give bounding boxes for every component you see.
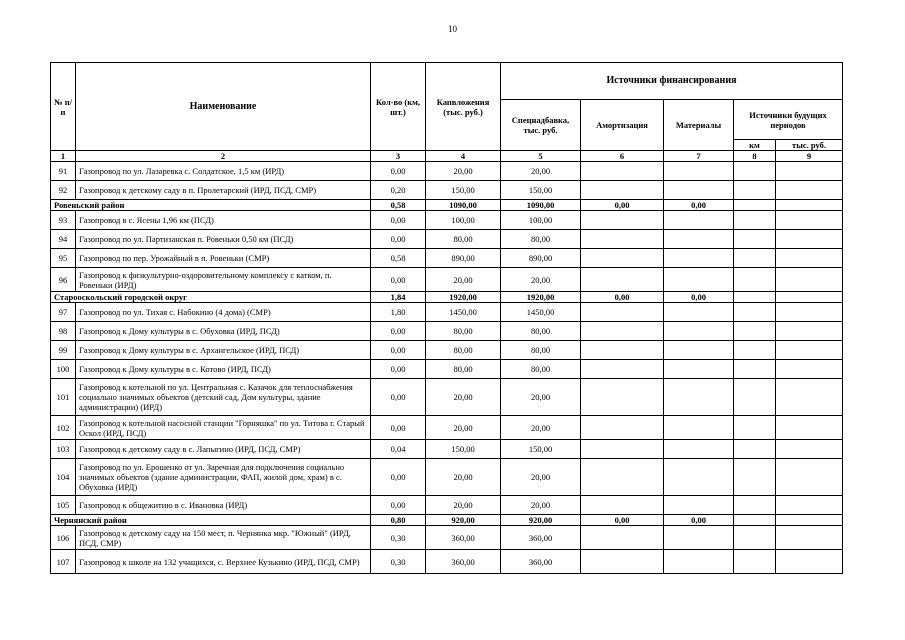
- materials-cell: [664, 230, 734, 249]
- materials-cell: [664, 459, 734, 496]
- capital-cell: 360,00: [426, 550, 501, 574]
- row-number: 95: [51, 249, 76, 268]
- special-cell: 1450,00: [501, 303, 581, 322]
- amort-cell: [581, 268, 664, 292]
- future-km-cell: [734, 268, 776, 292]
- row-name: Газопровод к школе на 132 учащихся, с. Верхнее Кузькино (ИРД, ПСД, СМР): [76, 550, 371, 574]
- special-cell: 1090,00: [501, 200, 581, 211]
- materials-cell: [664, 249, 734, 268]
- qty-cell: 0,00: [371, 162, 426, 181]
- row-name: Газопровод к детскому саду на 150 мест, п. Чернянка мкр. "Южный" (ИРД, ПСД, СМР): [76, 526, 371, 550]
- special-cell: 20,00: [501, 268, 581, 292]
- future-km-cell: [734, 459, 776, 496]
- special-cell: 890,00: [501, 249, 581, 268]
- row-number: 96: [51, 268, 76, 292]
- qty-cell: 0,00: [371, 322, 426, 341]
- capital-cell: 100,00: [426, 211, 501, 230]
- capital-cell: 1090,00: [426, 200, 501, 211]
- future-thous-cell: [776, 230, 843, 249]
- capital-cell: 1450,00: [426, 303, 501, 322]
- row-number: 91: [51, 162, 76, 181]
- qty-cell: 0,20: [371, 181, 426, 200]
- capital-cell: 1920,00: [426, 292, 501, 303]
- row-name: Газопровод по ул. Лазаревка с. Солдатское, 1,5 км (ИРД): [76, 162, 371, 181]
- table-row: [51, 181, 843, 200]
- section-row: [51, 200, 843, 211]
- table-row: [51, 303, 843, 322]
- row-number: 100: [51, 360, 76, 379]
- table-row: [51, 230, 843, 249]
- row-name: Газопровод к физкультурно-оздоровительному комплексу с катком, п. Ровеньки (ИРД): [76, 268, 371, 292]
- col-index: 7: [664, 151, 734, 162]
- future-thous-cell: [776, 303, 843, 322]
- header-num: № п/п: [51, 63, 76, 151]
- row-number: 105: [51, 496, 76, 515]
- amort-cell: [581, 459, 664, 496]
- future-thous-cell: [776, 211, 843, 230]
- amort-cell: [581, 341, 664, 360]
- materials-cell: [664, 360, 734, 379]
- page-number: 10: [448, 24, 457, 34]
- header-future: Источники будущих периодов: [734, 100, 843, 140]
- table-row: [51, 379, 843, 416]
- capital-cell: 80,00: [426, 360, 501, 379]
- materials-cell: [664, 550, 734, 574]
- special-cell: 20,00: [501, 496, 581, 515]
- table-row: [51, 550, 843, 574]
- future-thous-cell: [776, 268, 843, 292]
- materials-cell: [664, 440, 734, 459]
- amort-cell: [581, 496, 664, 515]
- table-row: [51, 211, 843, 230]
- capital-cell: 20,00: [426, 379, 501, 416]
- future-km-cell: [734, 550, 776, 574]
- table-row: [51, 162, 843, 181]
- row-number: 93: [51, 211, 76, 230]
- special-cell: 80,00: [501, 360, 581, 379]
- capital-cell: 80,00: [426, 230, 501, 249]
- header-capital: Капвложения (тыс. руб.): [426, 63, 501, 151]
- materials-cell: 0,00: [664, 515, 734, 526]
- future-km-cell: [734, 249, 776, 268]
- financing-table: [50, 62, 843, 574]
- future-thous-cell: [776, 181, 843, 200]
- row-number: 103: [51, 440, 76, 459]
- future-thous-cell: [776, 249, 843, 268]
- table-row: [51, 249, 843, 268]
- row-name: Газопровод к Дому культуры в с. Обуховка (ИРД, ПСД): [76, 322, 371, 341]
- amort-cell: 0,00: [581, 515, 664, 526]
- table-row: [51, 459, 843, 496]
- table-row: [51, 440, 843, 459]
- section-row: [51, 515, 843, 526]
- row-number: 97: [51, 303, 76, 322]
- qty-cell: 0,00: [371, 416, 426, 440]
- table-row: [51, 360, 843, 379]
- row-name: Газопровод к котельной по ул. Центральная с. Казачок для теплоснабжения социально значимых объектов (детский сад, Дом культуры, здание администрации) (ИРД): [76, 379, 371, 416]
- col-index: 4: [426, 151, 501, 162]
- amort-cell: [581, 162, 664, 181]
- materials-cell: [664, 303, 734, 322]
- amort-cell: 0,00: [581, 200, 664, 211]
- materials-cell: [664, 162, 734, 181]
- col-index: 3: [371, 151, 426, 162]
- qty-cell: 1,80: [371, 303, 426, 322]
- header-sources: Источники финансирования: [501, 63, 843, 100]
- row-name: Газопровод к котельной насосной станции "Горняшка" по ул. Титова г. Старый Оскол (ИРД, ПСД): [76, 416, 371, 440]
- table-row: [51, 526, 843, 550]
- qty-cell: 0,00: [371, 496, 426, 515]
- future-km-cell: [734, 292, 776, 303]
- col-index: 1: [51, 151, 76, 162]
- materials-cell: [664, 379, 734, 416]
- row-name: Газопровод к Дому культуры в с. Котово (ИРД, ПСД): [76, 360, 371, 379]
- table-row: [51, 416, 843, 440]
- table-row: [51, 268, 843, 292]
- future-thous-cell: [776, 459, 843, 496]
- header-amort: Амортизация: [581, 100, 664, 151]
- row-name: Газопровод по ул. Партизанская п. Ровеньки 0,50 км (ПСД): [76, 230, 371, 249]
- materials-cell: [664, 341, 734, 360]
- row-number: 92: [51, 181, 76, 200]
- qty-cell: 0,00: [371, 459, 426, 496]
- table-row: [51, 341, 843, 360]
- special-cell: 920,00: [501, 515, 581, 526]
- future-thous-cell: [776, 526, 843, 550]
- row-number: 104: [51, 459, 76, 496]
- row-name: Газопровод по пер. Урожайный в п. Ровеньки (СМР): [76, 249, 371, 268]
- special-cell: 20,00: [501, 379, 581, 416]
- special-cell: 1920,00: [501, 292, 581, 303]
- header-materials: Материалы: [664, 100, 734, 151]
- column-index-row: [51, 151, 843, 162]
- qty-cell: 0,00: [371, 230, 426, 249]
- future-km-cell: [734, 496, 776, 515]
- qty-cell: 0,00: [371, 360, 426, 379]
- special-cell: 360,00: [501, 526, 581, 550]
- capital-cell: 20,00: [426, 459, 501, 496]
- future-km-cell: [734, 526, 776, 550]
- future-thous-cell: [776, 322, 843, 341]
- future-thous-cell: [776, 292, 843, 303]
- future-thous-cell: [776, 200, 843, 211]
- materials-cell: [664, 322, 734, 341]
- future-km-cell: [734, 181, 776, 200]
- materials-cell: [664, 416, 734, 440]
- future-km-cell: [734, 230, 776, 249]
- amort-cell: [581, 303, 664, 322]
- future-km-cell: [734, 162, 776, 181]
- capital-cell: 20,00: [426, 268, 501, 292]
- col-index: 6: [581, 151, 664, 162]
- amort-cell: [581, 211, 664, 230]
- special-cell: 80,00: [501, 341, 581, 360]
- header-thous: тыс. руб.: [776, 140, 843, 151]
- capital-cell: 20,00: [426, 496, 501, 515]
- row-number: 107: [51, 550, 76, 574]
- row-name: Газопровод к детскому саду в п. Пролетарский (ИРД, ПСД, СМР): [76, 181, 371, 200]
- table-row: [51, 496, 843, 515]
- amort-cell: [581, 322, 664, 341]
- special-cell: 360,00: [501, 550, 581, 574]
- col-index: 8: [734, 151, 776, 162]
- col-index: 9: [776, 151, 843, 162]
- amort-cell: [581, 230, 664, 249]
- special-cell: 100,00: [501, 211, 581, 230]
- row-number: 102: [51, 416, 76, 440]
- qty-cell: 1,84: [371, 292, 426, 303]
- col-index: 2: [76, 151, 371, 162]
- amort-cell: [581, 181, 664, 200]
- materials-cell: [664, 181, 734, 200]
- capital-cell: 150,00: [426, 181, 501, 200]
- col-index: 5: [501, 151, 581, 162]
- future-thous-cell: [776, 162, 843, 181]
- materials-cell: [664, 211, 734, 230]
- qty-cell: 0,58: [371, 249, 426, 268]
- future-thous-cell: [776, 515, 843, 526]
- capital-cell: 890,00: [426, 249, 501, 268]
- materials-cell: [664, 268, 734, 292]
- qty-cell: 0,04: [371, 440, 426, 459]
- future-thous-cell: [776, 379, 843, 416]
- header-qty: Кол-во (км, шт.): [371, 63, 426, 151]
- table-row: [51, 322, 843, 341]
- materials-cell: [664, 496, 734, 515]
- qty-cell: 0,00: [371, 268, 426, 292]
- amort-cell: [581, 360, 664, 379]
- row-name: Газопровод к детскому саду в с. Лапыгино (ИРД, ПСД, СМР): [76, 440, 371, 459]
- section-name: Старооскольский городской округ: [51, 292, 371, 303]
- future-km-cell: [734, 322, 776, 341]
- section-name: Ровеньский район: [51, 200, 371, 211]
- amort-cell: [581, 526, 664, 550]
- amort-cell: [581, 440, 664, 459]
- future-thous-cell: [776, 440, 843, 459]
- qty-cell: 0,00: [371, 211, 426, 230]
- section-row: [51, 292, 843, 303]
- row-name: Газопровод в с. Ясены 1,96 км (ПСД): [76, 211, 371, 230]
- row-number: 94: [51, 230, 76, 249]
- amort-cell: [581, 416, 664, 440]
- section-name: Чернянский район: [51, 515, 371, 526]
- qty-cell: 0,80: [371, 515, 426, 526]
- qty-cell: 0,58: [371, 200, 426, 211]
- capital-cell: 20,00: [426, 416, 501, 440]
- amort-cell: [581, 379, 664, 416]
- capital-cell: 80,00: [426, 322, 501, 341]
- amort-cell: [581, 249, 664, 268]
- row-name: Газопровод по ул. Тихая с. Набокино (4 дома) (СМР): [76, 303, 371, 322]
- row-name: Газопровод по ул. Ерошенко от ул. Заречная для подключения социально значимых объектов (здание администрации, ФАП, жилой дом, храм) в с. Обуховка (ИРД): [76, 459, 371, 496]
- future-thous-cell: [776, 496, 843, 515]
- future-km-cell: [734, 211, 776, 230]
- future-thous-cell: [776, 416, 843, 440]
- capital-cell: 80,00: [426, 341, 501, 360]
- special-cell: 20,00: [501, 162, 581, 181]
- future-km-cell: [734, 341, 776, 360]
- row-number: 101: [51, 379, 76, 416]
- header-special: Спецнадбавка, тыс. руб.: [501, 100, 581, 151]
- capital-cell: 360,00: [426, 526, 501, 550]
- future-km-cell: [734, 200, 776, 211]
- row-number: 98: [51, 322, 76, 341]
- qty-cell: 0,30: [371, 550, 426, 574]
- special-cell: 20,00: [501, 416, 581, 440]
- amort-cell: [581, 550, 664, 574]
- future-km-cell: [734, 515, 776, 526]
- special-cell: 150,00: [501, 181, 581, 200]
- materials-cell: 0,00: [664, 200, 734, 211]
- row-number: 99: [51, 341, 76, 360]
- special-cell: 80,00: [501, 322, 581, 341]
- future-km-cell: [734, 360, 776, 379]
- header-name: Наименование: [76, 63, 371, 151]
- future-thous-cell: [776, 360, 843, 379]
- capital-cell: 920,00: [426, 515, 501, 526]
- materials-cell: [664, 526, 734, 550]
- future-thous-cell: [776, 550, 843, 574]
- future-km-cell: [734, 379, 776, 416]
- special-cell: 150,00: [501, 440, 581, 459]
- future-thous-cell: [776, 341, 843, 360]
- special-cell: 20,00: [501, 459, 581, 496]
- row-name: Газопровод к общежитию в с. Ивановка (ИРД): [76, 496, 371, 515]
- amort-cell: 0,00: [581, 292, 664, 303]
- future-km-cell: [734, 303, 776, 322]
- capital-cell: 20,00: [426, 162, 501, 181]
- row-name: Газопровод к Дому культуры в с. Архангельское (ИРД, ПСД): [76, 341, 371, 360]
- capital-cell: 150,00: [426, 440, 501, 459]
- qty-cell: 0,00: [371, 341, 426, 360]
- header-km: км: [734, 140, 776, 151]
- row-number: 106: [51, 526, 76, 550]
- future-km-cell: [734, 416, 776, 440]
- future-km-cell: [734, 440, 776, 459]
- special-cell: 80,00: [501, 230, 581, 249]
- qty-cell: 0,30: [371, 526, 426, 550]
- qty-cell: 0,00: [371, 379, 426, 416]
- materials-cell: 0,00: [664, 292, 734, 303]
